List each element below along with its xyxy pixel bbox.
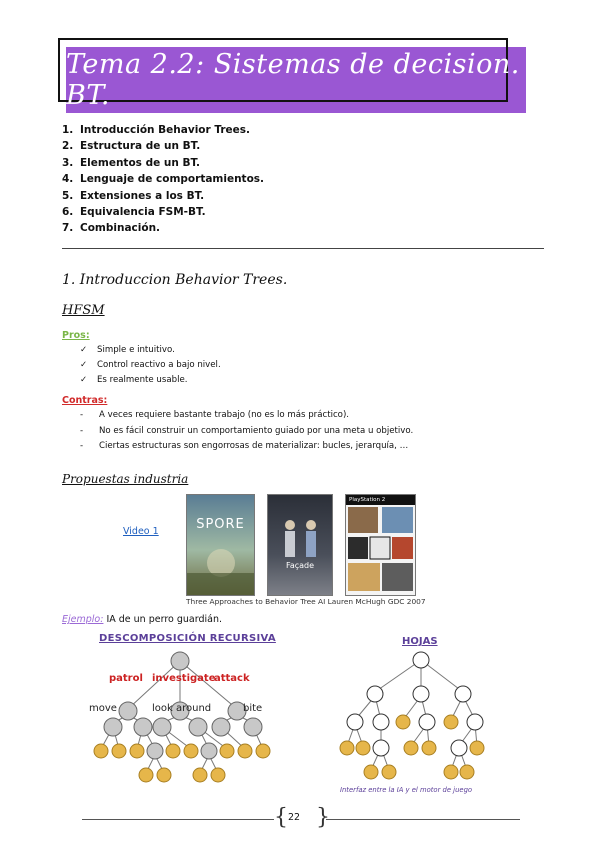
example-line — [62, 614, 222, 625]
list-item: - No es fácil construir un comportamiento guiado por una meta u objetivo. — [80, 425, 414, 436]
subsection-heading-hfsm: HFSM — [62, 303, 105, 318]
diagram-label-look-around: look around — [152, 703, 212, 714]
facade-logo: Façade — [285, 561, 315, 570]
toc-item: 6. Equivalencia FSM-BT. — [62, 206, 206, 219]
diagram-label-patrol: patrol — [109, 673, 143, 684]
list-item: ✓ Simple e intuitivo. — [80, 343, 221, 358]
list-item: - Ciertas estructuras son engorrosas de materializar: bucles, jerarquía, … — [80, 441, 409, 451]
leaves-title: HOJAS — [402, 636, 438, 647]
pros-list — [80, 343, 221, 388]
list-item: ✓ Es realmente usable. — [80, 373, 221, 388]
page-number: 22 — [288, 812, 301, 823]
footer-rule-right — [326, 819, 520, 820]
section-heading: 1. Introduccion Behavior Trees. — [62, 272, 288, 288]
check-icon: ✓ — [80, 345, 88, 355]
toc-item: 7. Combinación. — [62, 222, 161, 235]
subsection-heading-propuestas: Propuestas industria — [62, 472, 189, 486]
spore-logo: SPORE — [196, 517, 245, 532]
toc-item: 3. Elementos de un BT. — [62, 156, 201, 169]
toc-item: 2. Estructura de un BT. — [62, 140, 201, 153]
gta-cover-image — [345, 494, 416, 596]
recursive-decomposition-diagram — [80, 645, 290, 795]
recursive-decomposition-title: DESCOMPOSICIÓN RECURSIVA — [99, 633, 276, 644]
diagram-label-bite: bite — [243, 703, 263, 714]
check-icon: ✓ — [80, 375, 88, 385]
diagram-label-move: move — [89, 703, 117, 714]
footer-bracket-left: { — [274, 805, 288, 830]
toc-item: 5. Extensiones a los BT. — [62, 189, 205, 202]
pros-heading: Pros: — [62, 330, 90, 341]
facade-cover-image — [267, 494, 333, 596]
example-label: Ejemplo: — [62, 614, 104, 625]
list-item: - A veces requiere bastante trabajo (no es lo más práctico). — [80, 410, 350, 420]
ps2-banner: PlayStation 2 — [346, 495, 416, 505]
example-text: IA de un perro guardián. — [106, 614, 223, 625]
check-icon: ✓ — [80, 360, 88, 370]
table-of-contents — [62, 122, 264, 237]
diagram-label-attack: attack — [214, 673, 250, 684]
leaves-caption: Interfaz entre la IA y el motor de juego — [340, 786, 473, 794]
spore-cover-image — [186, 494, 255, 596]
leaves-diagram — [335, 650, 495, 785]
page-title: Tema 2.2: Sistemas de decision. BT. — [66, 49, 520, 111]
toc-item: 4. Lenguaje de comportamientos. — [62, 173, 265, 186]
list-item: ✓ Control reactivo a bajo nivel. — [80, 358, 221, 373]
toc-item: 1. Introducción Behavior Trees. — [62, 124, 251, 136]
footer-rule-left — [82, 819, 274, 820]
footer-bracket-right: } — [316, 805, 330, 830]
video-link[interactable]: Video 1 — [123, 526, 159, 537]
divider — [62, 248, 544, 249]
video-caption: Three Approaches to Behavior Tree AI Lauren McHugh GDC 2007 — [186, 597, 426, 606]
diagram-label-investigate: investigate — [152, 673, 216, 684]
contras-list — [80, 408, 413, 455]
contras-heading: Contras: — [62, 395, 108, 406]
